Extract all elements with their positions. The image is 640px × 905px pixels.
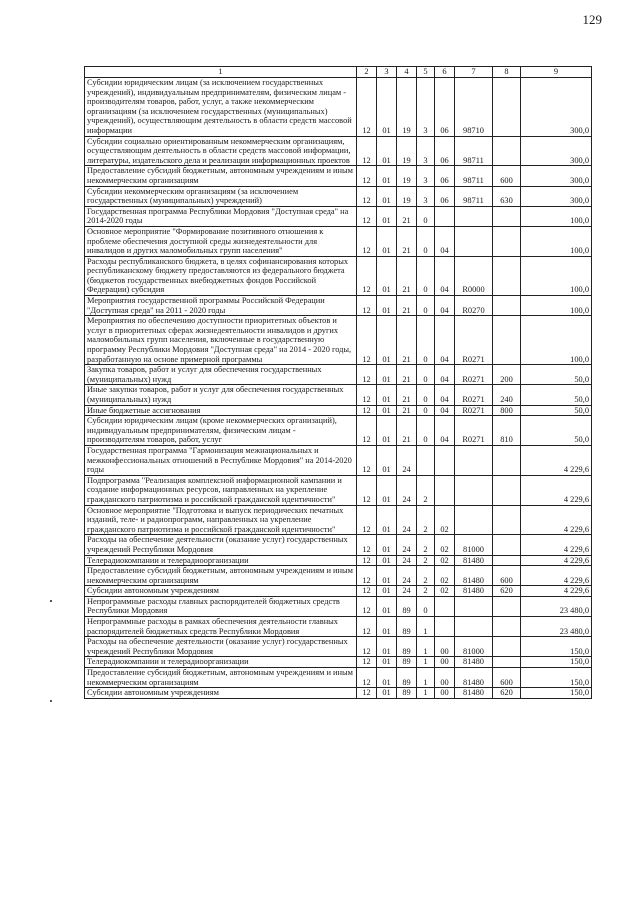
code-expense-type: 630 [493, 186, 521, 206]
code-expense-type: 600 [493, 668, 521, 688]
code-admin: 12 [357, 206, 377, 226]
row-amount: 50,0 [521, 416, 592, 446]
code-expense-type [493, 475, 521, 505]
code-program: 24 [397, 535, 417, 555]
code-program: 89 [397, 688, 417, 699]
code-admin: 12 [357, 186, 377, 206]
code-program: 89 [397, 637, 417, 657]
code-subprogram: 2 [417, 555, 435, 566]
row-name: Непрограммные расходы в рамках обеспечения деятельности главных распорядителей бюджетных средств Республики Мордовия [85, 617, 357, 637]
row-amount: 23 480,0 [521, 596, 592, 616]
code-program: 21 [397, 206, 417, 226]
table-row [85, 668, 592, 688]
code-direction [455, 596, 493, 616]
table-row [85, 296, 592, 316]
code-subprogram: 0 [417, 226, 435, 256]
code-section: 01 [377, 226, 397, 256]
code-direction: 81480 [455, 566, 493, 586]
code-subprogram: 1 [417, 668, 435, 688]
table-row [85, 385, 592, 405]
row-amount: 150,0 [521, 637, 592, 657]
code-subprogram: 0 [417, 316, 435, 365]
table-row [85, 365, 592, 385]
code-section: 01 [377, 316, 397, 365]
code-admin: 12 [357, 365, 377, 385]
code-expense-type [493, 535, 521, 555]
code-expense-type [493, 256, 521, 295]
code-program: 21 [397, 385, 417, 405]
table-row [85, 637, 592, 657]
code-section: 01 [377, 296, 397, 316]
row-name: Субсидии некоммерческим организациям (за исключением государственных (муниципальных) учреждений) [85, 186, 357, 206]
code-activity: 00 [435, 688, 455, 699]
code-subprogram: 3 [417, 166, 435, 186]
code-section: 01 [377, 505, 397, 535]
row-name: Подпрограмма "Реализация комплексной информационной кампании и создание информационных ресурсов, направленных на укрепление гражданского патриотизма и российской гражданской идентичности" [85, 475, 357, 505]
table-row [85, 535, 592, 555]
code-subprogram [417, 445, 435, 475]
header-cell: 2 [357, 67, 377, 78]
code-admin: 12 [357, 617, 377, 637]
code-admin: 12 [357, 555, 377, 566]
code-expense-type [493, 596, 521, 616]
row-amount: 50,0 [521, 385, 592, 405]
code-admin: 12 [357, 316, 377, 365]
row-amount: 150,0 [521, 657, 592, 668]
code-subprogram: 0 [417, 416, 435, 446]
code-activity: 04 [435, 365, 455, 385]
table-row [85, 226, 592, 256]
code-direction: 98710 [455, 78, 493, 137]
table-row [85, 136, 592, 166]
row-name: Предоставление субсидий бюджетным, автономным учреждениям и иным некоммерческим организациям [85, 668, 357, 688]
row-name: Субсидии автономным учреждениям [85, 586, 357, 597]
row-name: Телерадиокомпании и телерадиоорганизации [85, 555, 357, 566]
code-section: 01 [377, 688, 397, 699]
code-direction: 81480 [455, 688, 493, 699]
code-subprogram: 0 [417, 385, 435, 405]
row-name: Государственная программа "Гармонизация межнациональных и межконфессиональных отношений в Республике Мордовия" на 2014-2020 годы [85, 445, 357, 475]
row-amount: 100,0 [521, 256, 592, 295]
table-row [85, 445, 592, 475]
table-row [85, 596, 592, 616]
code-program: 89 [397, 617, 417, 637]
code-subprogram: 3 [417, 186, 435, 206]
code-activity: 02 [435, 566, 455, 586]
code-admin: 12 [357, 505, 377, 535]
code-direction: 81480 [455, 586, 493, 597]
row-amount: 4 229,6 [521, 505, 592, 535]
code-direction: R0271 [455, 385, 493, 405]
code-admin: 12 [357, 445, 377, 475]
code-activity: 04 [435, 296, 455, 316]
code-admin: 12 [357, 637, 377, 657]
header-cell: 7 [455, 67, 493, 78]
row-amount: 100,0 [521, 316, 592, 365]
budget-table [84, 66, 592, 699]
row-amount: 300,0 [521, 166, 592, 186]
code-activity: 00 [435, 657, 455, 668]
table-row [85, 166, 592, 186]
code-direction: R0000 [455, 256, 493, 295]
row-name: Телерадиокомпании и телерадиоорганизации [85, 657, 357, 668]
code-admin: 12 [357, 78, 377, 137]
code-subprogram: 3 [417, 136, 435, 166]
code-activity [435, 475, 455, 505]
code-subprogram: 2 [417, 566, 435, 586]
code-activity: 06 [435, 78, 455, 137]
row-amount: 150,0 [521, 688, 592, 699]
code-section: 01 [377, 405, 397, 416]
code-section: 01 [377, 256, 397, 295]
header-cell: 8 [493, 67, 521, 78]
row-name: Иные закупки товаров, работ и услуг для обеспечения государственных (муниципальных) нужд [85, 385, 357, 405]
code-admin: 12 [357, 657, 377, 668]
table-row [85, 586, 592, 597]
row-name: Основное мероприятие "Формирование позитивного отношения к проблеме обеспечения доступной среды жизнедеятельности для инвалидов и других маломобильных групп населения" [85, 226, 357, 256]
code-direction: R0271 [455, 405, 493, 416]
code-subprogram: 2 [417, 475, 435, 505]
code-expense-type: 810 [493, 416, 521, 446]
code-direction [455, 475, 493, 505]
table-row [85, 617, 592, 637]
code-subprogram: 2 [417, 505, 435, 535]
code-expense-type: 600 [493, 566, 521, 586]
row-amount: 4 229,6 [521, 586, 592, 597]
row-name: Мероприятия по обеспечению доступности приоритетных объектов и услуг в приоритетных сферах жизнедеятельности инвалидов и других маломобильных групп населения, включенные в государственную программу Республики Мордовия "Доступная среда" на 2014 - 2020 годы, разработанную на основе примерной программы [85, 316, 357, 365]
row-name: Основное мероприятие "Подготовка и выпуск периодических печатных изданий, теле- и радиопрограмм, направленных на укрепление гражданского патриотизма и российской гражданской идентичности" [85, 505, 357, 535]
code-program: 24 [397, 555, 417, 566]
header-cell: 3 [377, 67, 397, 78]
row-amount: 23 480,0 [521, 617, 592, 637]
code-activity [435, 445, 455, 475]
row-amount: 4 229,6 [521, 555, 592, 566]
margin-mark [50, 700, 52, 702]
code-activity: 00 [435, 668, 455, 688]
row-name: Предоставление субсидий бюджетным, автономным учреждениям и иным некоммерческим организациям [85, 166, 357, 186]
code-direction: 98711 [455, 136, 493, 166]
header-cell: 4 [397, 67, 417, 78]
row-amount: 4 229,6 [521, 475, 592, 505]
code-expense-type: 620 [493, 586, 521, 597]
code-activity: 04 [435, 256, 455, 295]
code-program: 21 [397, 316, 417, 365]
row-amount: 50,0 [521, 365, 592, 385]
code-section: 01 [377, 385, 397, 405]
code-program: 19 [397, 166, 417, 186]
table-row [85, 566, 592, 586]
code-section: 01 [377, 445, 397, 475]
code-admin: 12 [357, 416, 377, 446]
code-expense-type [493, 637, 521, 657]
row-amount: 100,0 [521, 226, 592, 256]
code-admin: 12 [357, 566, 377, 586]
code-section: 01 [377, 535, 397, 555]
row-name: Расходы на обеспечение деятельности (оказание услуг) государственных учреждений Республики Мордовия [85, 637, 357, 657]
table-row [85, 416, 592, 446]
code-expense-type [493, 296, 521, 316]
code-activity [435, 206, 455, 226]
code-admin: 12 [357, 475, 377, 505]
code-program: 19 [397, 136, 417, 166]
row-amount: 100,0 [521, 296, 592, 316]
code-admin: 12 [357, 226, 377, 256]
code-expense-type [493, 445, 521, 475]
row-amount: 150,0 [521, 668, 592, 688]
row-name: Непрограммные расходы главных распорядителей бюджетных средств Республики Мордовия [85, 596, 357, 616]
code-program: 24 [397, 445, 417, 475]
code-activity: 06 [435, 166, 455, 186]
page-number: 129 [582, 12, 602, 27]
code-section: 01 [377, 657, 397, 668]
code-subprogram: 1 [417, 637, 435, 657]
code-direction: 81480 [455, 668, 493, 688]
code-direction: 81000 [455, 535, 493, 555]
code-activity: 00 [435, 637, 455, 657]
code-program: 89 [397, 596, 417, 616]
row-amount: 50,0 [521, 405, 592, 416]
row-name: Расходы на обеспечение деятельности (оказание услуг) государственных учреждений Республики Мордовия [85, 535, 357, 555]
code-subprogram: 0 [417, 596, 435, 616]
code-section: 01 [377, 566, 397, 586]
code-expense-type [493, 78, 521, 137]
code-section: 01 [377, 637, 397, 657]
code-direction: R0270 [455, 296, 493, 316]
code-direction: R0271 [455, 416, 493, 446]
code-section: 01 [377, 136, 397, 166]
code-expense-type [493, 505, 521, 535]
code-direction [455, 206, 493, 226]
code-program: 21 [397, 416, 417, 446]
code-program: 21 [397, 365, 417, 385]
code-expense-type [493, 617, 521, 637]
code-expense-type: 620 [493, 688, 521, 699]
code-subprogram: 1 [417, 657, 435, 668]
header-cell: 9 [521, 67, 592, 78]
header-cell: 5 [417, 67, 435, 78]
code-activity: 02 [435, 555, 455, 566]
code-admin: 12 [357, 586, 377, 597]
code-expense-type: 800 [493, 405, 521, 416]
code-section: 01 [377, 475, 397, 505]
code-activity: 04 [435, 316, 455, 365]
row-name: Государственная программа Республики Мордовия "Доступная среда" на 2014-2020 годы [85, 206, 357, 226]
code-direction [455, 617, 493, 637]
code-program: 21 [397, 256, 417, 295]
table-header-row [85, 67, 592, 78]
code-expense-type: 200 [493, 365, 521, 385]
code-activity: 04 [435, 405, 455, 416]
table-row [85, 256, 592, 295]
code-subprogram: 0 [417, 296, 435, 316]
code-direction: R0271 [455, 365, 493, 385]
code-activity: 02 [435, 535, 455, 555]
code-direction: R0271 [455, 316, 493, 365]
table-row [85, 186, 592, 206]
table-row [85, 78, 592, 137]
row-name: Субсидии юридическим лицам (за исключением государственных учреждений), индивидуальным предпринимателям, физическим лицам - производителям товаров, работ, услуг, а также некоммерческим организациям (за исключением государственных (муниципальных) учреждений), осуществляющим деятельность в области средств массовой информации [85, 78, 357, 137]
table-row [85, 475, 592, 505]
code-section: 01 [377, 78, 397, 137]
table-row [85, 688, 592, 699]
code-subprogram: 0 [417, 365, 435, 385]
code-program: 24 [397, 505, 417, 535]
code-program: 19 [397, 186, 417, 206]
code-activity [435, 596, 455, 616]
code-direction [455, 445, 493, 475]
code-subprogram: 1 [417, 688, 435, 699]
code-activity: 06 [435, 186, 455, 206]
code-program: 24 [397, 566, 417, 586]
code-section: 01 [377, 206, 397, 226]
code-admin: 12 [357, 166, 377, 186]
code-program: 89 [397, 657, 417, 668]
code-activity: 04 [435, 385, 455, 405]
code-program: 24 [397, 475, 417, 505]
code-activity: 02 [435, 505, 455, 535]
code-direction: 81480 [455, 657, 493, 668]
code-expense-type [493, 657, 521, 668]
code-section: 01 [377, 668, 397, 688]
code-expense-type [493, 206, 521, 226]
code-direction: 98711 [455, 186, 493, 206]
row-amount: 4 229,6 [521, 566, 592, 586]
table-row [85, 505, 592, 535]
code-subprogram: 1 [417, 617, 435, 637]
code-subprogram: 3 [417, 78, 435, 137]
code-direction: 81000 [455, 637, 493, 657]
table-row [85, 316, 592, 365]
row-name: Предоставление субсидий бюджетным, автономным учреждениям и иным некоммерческим организациям [85, 566, 357, 586]
row-amount: 4 229,6 [521, 445, 592, 475]
row-name: Субсидии автономным учреждениям [85, 688, 357, 699]
code-program: 21 [397, 226, 417, 256]
code-admin: 12 [357, 596, 377, 616]
code-section: 01 [377, 416, 397, 446]
code-direction [455, 226, 493, 256]
table-row [85, 405, 592, 416]
code-admin: 12 [357, 256, 377, 295]
row-amount: 100,0 [521, 206, 592, 226]
code-expense-type [493, 226, 521, 256]
code-section: 01 [377, 365, 397, 385]
code-program: 21 [397, 405, 417, 416]
code-subprogram: 0 [417, 206, 435, 226]
code-activity: 04 [435, 226, 455, 256]
code-activity: 04 [435, 416, 455, 446]
code-program: 89 [397, 668, 417, 688]
table-row [85, 657, 592, 668]
code-admin: 12 [357, 668, 377, 688]
code-expense-type [493, 316, 521, 365]
code-section: 01 [377, 186, 397, 206]
row-name: Иные бюджетные ассигнования [85, 405, 357, 416]
code-admin: 12 [357, 535, 377, 555]
code-activity: 06 [435, 136, 455, 166]
code-subprogram: 2 [417, 586, 435, 597]
code-section: 01 [377, 555, 397, 566]
code-expense-type [493, 555, 521, 566]
row-name: Закупка товаров, работ и услуг для обеспечения государственных (муниципальных) нужд [85, 365, 357, 385]
code-direction: 81480 [455, 555, 493, 566]
code-subprogram: 2 [417, 535, 435, 555]
row-name: Субсидии юридическим лицам (кроме некоммерческих организаций), индивидуальным предпринимателям, физическим лицам - производителям товаров, работ, услуг [85, 416, 357, 446]
code-program: 21 [397, 296, 417, 316]
code-admin: 12 [357, 405, 377, 416]
header-cell: 6 [435, 67, 455, 78]
header-cell: 1 [85, 67, 357, 78]
row-amount: 300,0 [521, 136, 592, 166]
code-admin: 12 [357, 688, 377, 699]
row-name: Расходы республиканского бюджета, в целях софинансирования которых республиканскому бюджету предоставляются из федерального бюджета (бюджетов государственных внебюджетных фондов Российской Федерации) субсидия [85, 256, 357, 295]
code-program: 24 [397, 586, 417, 597]
code-activity [435, 617, 455, 637]
row-amount: 300,0 [521, 78, 592, 137]
code-subprogram: 0 [417, 405, 435, 416]
code-activity: 02 [435, 586, 455, 597]
code-section: 01 [377, 586, 397, 597]
code-direction [455, 505, 493, 535]
row-name: Субсидии социально ориентированным некоммерческим организациям, осуществляющим деятельность в области средств массовой информации, литературы, издательского дела и реализации информационных проектов [85, 136, 357, 166]
row-amount: 4 229,6 [521, 535, 592, 555]
code-expense-type: 600 [493, 166, 521, 186]
row-amount: 300,0 [521, 186, 592, 206]
code-admin: 12 [357, 296, 377, 316]
code-program: 19 [397, 78, 417, 137]
row-name: Мероприятия государственной программы Российской Федерации "Доступная среда" на 2011 - 2020 годы [85, 296, 357, 316]
code-direction: 98711 [455, 166, 493, 186]
table-row [85, 206, 592, 226]
code-section: 01 [377, 166, 397, 186]
code-section: 01 [377, 596, 397, 616]
code-subprogram: 0 [417, 256, 435, 295]
code-section: 01 [377, 617, 397, 637]
code-admin: 12 [357, 385, 377, 405]
code-expense-type: 240 [493, 385, 521, 405]
code-admin: 12 [357, 136, 377, 166]
table-row [85, 555, 592, 566]
code-expense-type [493, 136, 521, 166]
margin-mark [50, 600, 52, 602]
